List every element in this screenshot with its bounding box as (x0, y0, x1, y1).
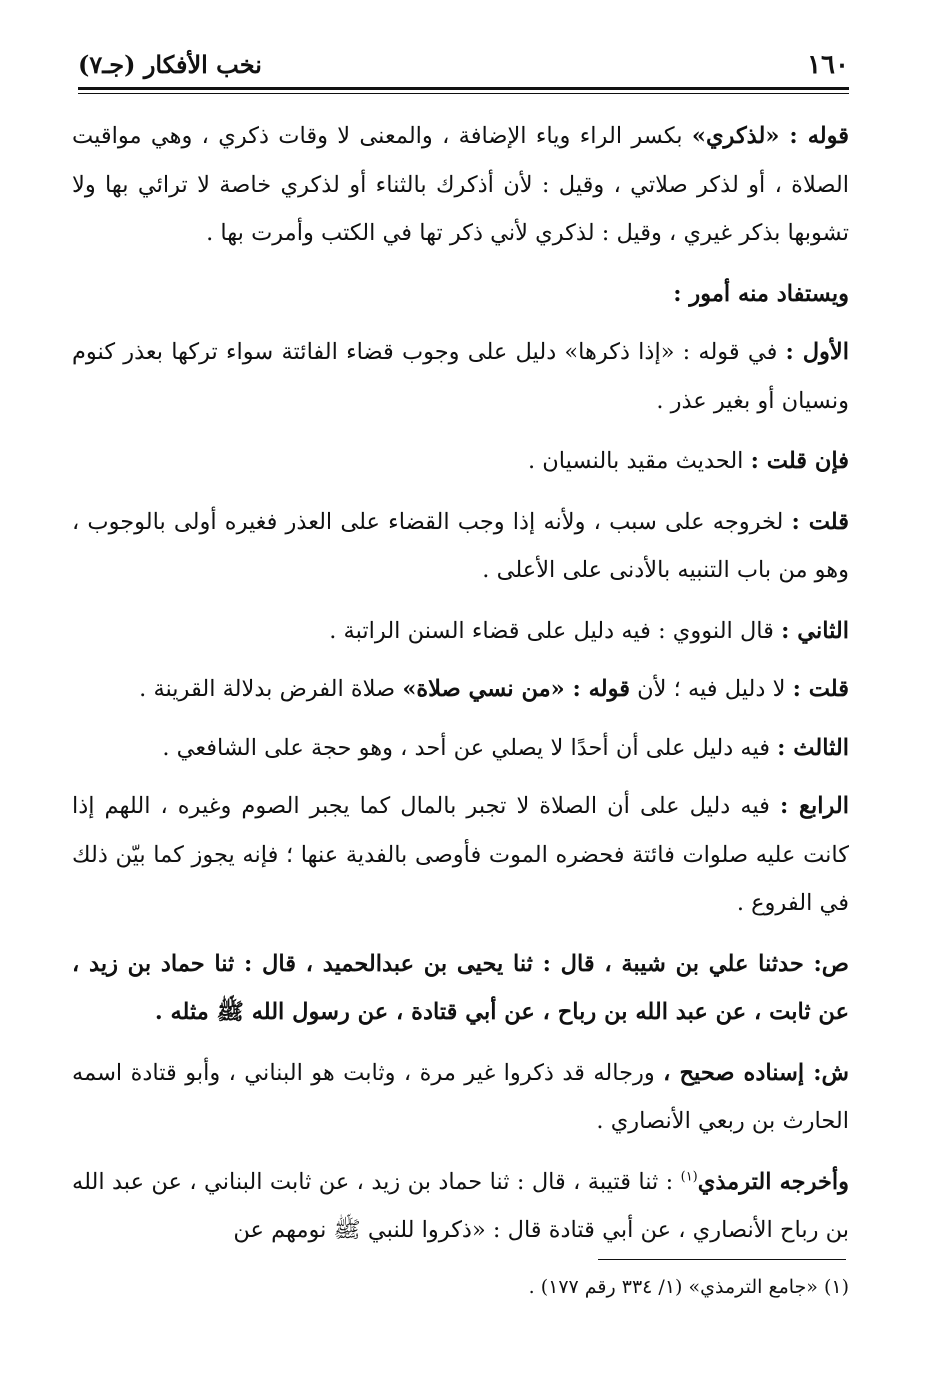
paragraph-sharh: ش: إسناده صحيح ، ورجاله قد ذكروا غير مرة ، وثابت هو البناني ، وأبو قتادة اسمه الحارث بن ربعي الأنصاري . (72, 1059, 849, 1134)
footnote: (١) «جامع الترمذي» (١/ ٣٣٤ رقم ١٧٧) . (528, 1276, 849, 1298)
footnote-marker: (١) (680, 1169, 698, 1184)
header-rule-thin (78, 93, 849, 94)
paragraph-hadith-text: ص: حدثنا علي بن شيبة ، قال : ثنا يحيى بن عبدالحميد ، قال : ثنا حماد بن زيد ، عن ثابت ، عن عبد الله بن رباح ، عن أبي قتادة ، عن رسول الله ﷺ مثله . (72, 950, 849, 1025)
book-title: نخب الأفكار (جـ٧) (78, 50, 262, 79)
footnote-separator (598, 1259, 846, 1260)
page-header (78, 40, 849, 84)
paragraph-answer-2: قلت : لا دليل فيه ؛ لأن قوله : «من نسي صلاة» صلاة الفرض بدلالة القرينة . (139, 676, 849, 702)
paragraph-lidhikri: قوله : «لذكري» بكسر الراء وياء الإضافة ، والمعنى لا وقات ذكري ، وهي مواقيت الصلاة ، أو لذكر صلاتي ، وقيل : لأن أذكرك بالثناء أو لذكري خاصة لا ترائي بها ولا تشوبها بذكر غيري ، وقيل : لذكري لأني ذكر تها في الكتب وأمرت بها . (72, 123, 849, 246)
header-rule-thick (78, 87, 849, 90)
paragraph-fourth: الرابع : فيه دليل على أن الصلاة لا تجبر بالمال كما يجبر الصوم وغيره ، اللهم إذا كانت عليه صلوات فائتة فحضره الموت فأوصى بالفدية عنها ؛ فإنه يجوز كما بيّن ذلك في الفروع . (72, 793, 849, 916)
paragraph-third: الثالث : فيه دليل على أن أحدًا لا يصلي عن أحد ، وهو حجة على الشافعي . (162, 734, 849, 761)
paragraph-umur: ويستفاد منه أمور : (673, 280, 849, 307)
paragraph-second: الثاني : قال النووي : فيه دليل على قضاء السنن الراتبة . (329, 617, 849, 644)
paragraph-answer: قلت : لخروجه على سبب ، ولأنه إذا وجب القضاء على العذر فغيره أولى بالوجوب ، وهو من باب التنبيه بالأدنى على الأعلى . (72, 508, 849, 583)
main-text (72, 112, 849, 1267)
paragraph-first: الأول : في قوله : «إذا ذكرها» دليل على وجوب قضاء الفائتة سواء تركها بعذر كنوم ونسيان أو بغير عذر . (72, 339, 850, 414)
paragraph-tirmidhi: وأخرجه الترمذي$^{(١)}$ : ثنا قتيبة ، قال : ثنا حماد بن زيد ، عن ثابت البناني ، عن عبد الله بن رباح الأنصاري ، عن أبي قتادة قال : «ذكروا للنبي ﷺ نومهم عن (72, 1168, 850, 1243)
paragraph-objection: فإن قلت : الحديث مقيد بالنسيان . (527, 448, 849, 474)
page-number: ١٦٠ (807, 50, 849, 80)
